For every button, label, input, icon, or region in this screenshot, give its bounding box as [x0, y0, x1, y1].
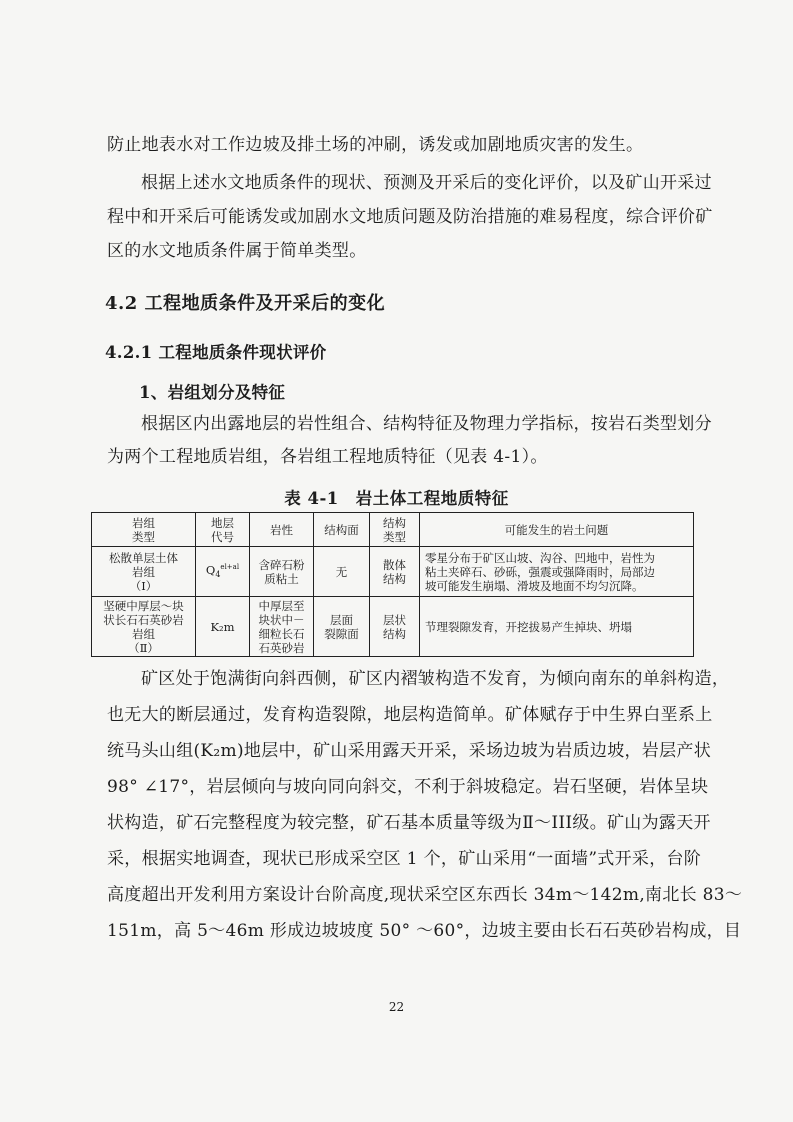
header-cell: 可能发生的岩土问题: [420, 513, 694, 547]
table-row: [92, 597, 694, 657]
paragraph-line: 区的水文地质条件属于简单类型。: [107, 241, 367, 261]
page-number: 22: [388, 1000, 405, 1014]
paragraph-line: 根据上述水文地质条件的现状、预测及开采后的变化评价，以及矿山开采过: [141, 173, 712, 193]
paragraph-line: 状构造，矿石完整程度为较完整，矿石基本质量等级为Ⅱ～III级。矿山为露天开: [107, 813, 711, 833]
table-cell: 无: [314, 547, 370, 597]
paragraph-line: 根据区内出露地层的岩性组合、结构特征及物理力学指标，按岩石类型划分: [141, 414, 712, 434]
paragraph-line: 采，根据实地调查，现状已形成采空区 1 个，矿山采用“一面墙”式开采，台阶: [107, 849, 702, 869]
paragraph-line: 防止地表水对工作边坡及排土场的冲刷，诱发或加剧地质灾害的发生。: [107, 135, 644, 155]
table-cell: 坚硬中厚层～块 状长石石英砂岩 岩组 （Ⅱ）: [92, 597, 196, 657]
table-cell: 层面 裂隙面: [314, 597, 370, 657]
table-cell: K₂m: [196, 597, 250, 657]
table-cell: 节理裂隙发育，开挖拔易产生掉块、坍塌: [420, 597, 694, 657]
paragraph-line: 高度超出开发利用方案设计台阶高度,现状采空区东西长 34m～142m,南北长 83～: [107, 885, 743, 905]
header-cell: 岩性: [250, 513, 314, 547]
table-cell: 散体 结构: [370, 547, 420, 597]
paragraph-line: 98° ∠17°，岩层倾向与坡向同向斜交，不利于斜坡稳定。岩石坚硬，岩体呈块: [107, 777, 709, 797]
subsection-heading: 4.2.1 工程地质条件现状评价: [105, 343, 327, 362]
header-cell: 岩组 类型: [92, 513, 196, 547]
engineering-geology-table: [91, 512, 694, 657]
table-cell: 含碎石粉 质粘土: [250, 547, 314, 597]
table-cell: 层状 结构: [370, 597, 420, 657]
paragraph-line: 也无大的断层通过，发育构造裂隙，地层构造简单。矿体赋存于中生界白垩系上: [107, 705, 713, 725]
table-header-row: [92, 513, 694, 547]
header-cell: 地层 代号: [196, 513, 250, 547]
paragraph-line: 矿区处于饱满街向斜西侧，矿区内褶皱构造不发育，为倾向南东的单斜构造，: [141, 669, 730, 689]
paragraph-line: 151m，高 5～46m 形成边坡坡度 50° ～60°，边坡主要由长石石英砂岩构成，目: [107, 921, 742, 941]
table-cell: $Q_4^{el+al}$: [196, 547, 250, 597]
section-heading: 4.2 工程地质条件及开采后的变化: [105, 293, 386, 314]
table-cell: 零星分布于矿区山坡、沟谷、凹地中，岩性为 粘土夹碎石、砂砾，强震或强降雨时，局部边 坡可能发生崩塌、滑坡及地面不均匀沉降。: [420, 547, 694, 597]
header-cell: 结构 类型: [370, 513, 420, 547]
table-cell: 松散单层土体 岩组 （Ⅰ）: [92, 547, 196, 597]
table-cell: 中厚层至 块状中－ 细粒长石 石英砂岩: [250, 597, 314, 657]
table-row: [92, 547, 694, 597]
paragraph-line: 程中和开采后可能诱发或加剧水文地质问题及防治措施的难易程度，综合评价矿: [107, 207, 713, 227]
header-cell: 结构面: [314, 513, 370, 547]
paragraph-line: 为两个工程地质岩组，各岩组工程地质特征（见表 4-1）。: [107, 447, 548, 467]
sub-subsection-heading: 1、岩组划分及特征: [139, 383, 286, 402]
paragraph-line: 统马头山组(K₂m)地层中，矿山采用露天开采，采场边坡为岩质边坡，岩层产状: [107, 741, 711, 761]
table-caption: 表 4-1 岩土体工程地质特征: [284, 489, 509, 508]
